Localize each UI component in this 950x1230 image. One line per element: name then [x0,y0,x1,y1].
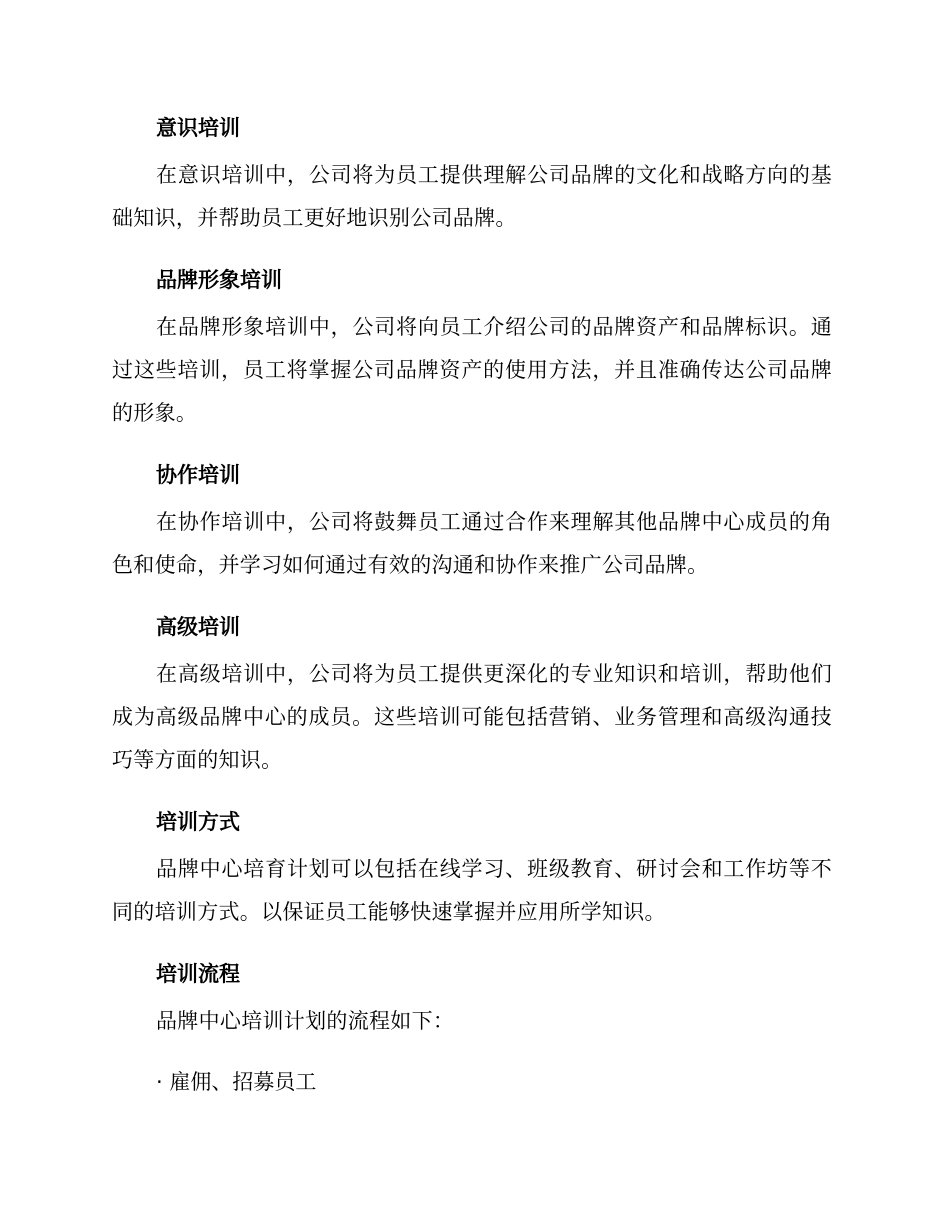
section-paragraph: 在意识培训中，公司将为员工提供理解公司品牌的文化和战略方向的基础知识，并帮助员工更好地识别公司品牌。 [112,163,832,230]
section-heading: 协作培训 [156,463,240,487]
list-item: · 雇佣、招募员工 [156,1070,317,1094]
section-paragraph: 在高级培训中，公司将为员工提供更深化的专业知识和培训，帮助他们成为高级品牌中心的成员。这些培训可能包括营销、业务管理和高级沟通技巧等方面的知识。 [112,662,832,772]
section-paragraph: 在品牌形象培训中，公司将向员工介绍公司的品牌资产和品牌标识。通过这些培训，员工将掌握公司品牌资产的使用方法，并且准确传达公司品牌的形象。 [112,315,832,425]
section-paragraph: 品牌中心培训计划的流程如下： [156,1009,455,1033]
section-heading: 高级培训 [156,615,240,639]
section-collaboration-training [112,453,832,587]
section-training-process [112,952,832,1104]
section-paragraph: 在协作培训中，公司将鼓舞员工通过合作来理解其他品牌中心成员的角色和使命，并学习如何通过有效的沟通和协作来推广公司品牌。 [112,510,832,577]
section-heading: 培训流程 [156,962,240,986]
section-heading: 培训方式 [156,810,240,834]
section-brand-image-training [112,258,832,435]
section-training-methods [112,800,832,934]
section-heading: 意识培训 [156,116,240,140]
document-page [112,106,832,1104]
section-advanced-training [112,605,832,782]
section-heading: 品牌形象培训 [156,268,282,292]
section-paragraph: 品牌中心培育计划可以包括在线学习、班级教育、研讨会和工作坊等不同的培训方式。以保证员工能够快速掌握并应用所学知识。 [112,857,832,924]
section-awareness-training [112,106,832,240]
